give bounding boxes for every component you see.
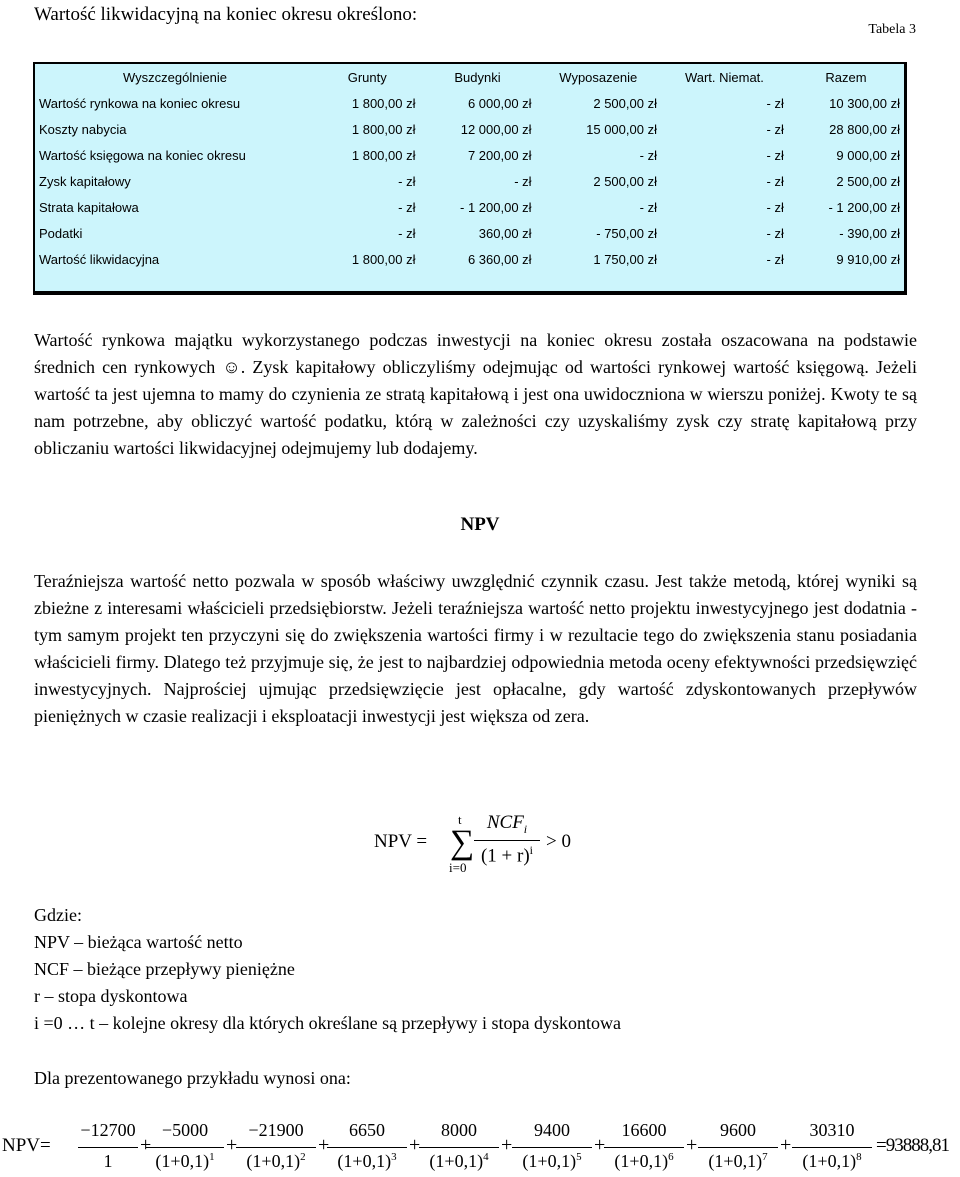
term-numerator: 9600: [720, 1120, 756, 1140]
term-denominator: $(1+0,1)^1$: [155, 1151, 215, 1171]
plus-sign: +: [501, 1134, 513, 1156]
table-cell: 2 500,00 zł: [593, 95, 657, 111]
table-cell: 2 500,00 zł: [836, 173, 900, 189]
sum-lower-limit: i=0: [449, 860, 467, 875]
row-label: Strata kapitałowa: [39, 199, 139, 215]
header-cell: Razem: [825, 69, 867, 85]
row-label: Zysk kapitałowy: [39, 173, 131, 189]
term-denominator: $(1+0,1)^2$: [246, 1151, 306, 1171]
table-cell: - zł: [398, 173, 416, 189]
sum-symbol: ∑: [450, 824, 475, 861]
plus-sign: +: [409, 1134, 421, 1156]
term-fraction-bar: [78, 1147, 138, 1148]
table-cell: - 390,00 zł: [839, 225, 900, 241]
table-cell: 10 300,00 zł: [829, 95, 900, 111]
header-cell: Grunty: [347, 69, 387, 85]
example-intro: Dla prezentowanego przykładu wynosi ona:: [34, 1068, 351, 1088]
legend-item: NPV – bieżąca wartość netto: [34, 932, 243, 952]
header-cell: Budynki: [454, 69, 501, 85]
plus-sign: +: [594, 1134, 606, 1156]
legend-item: r – stopa dyskontowa: [34, 986, 188, 1006]
term-numerator: 8000: [441, 1120, 477, 1140]
table-cell: - zł: [639, 147, 657, 163]
row-label: Koszty nabycia: [39, 121, 127, 137]
formula-lhs: NPV =: [374, 831, 428, 852]
table-cell: 1 800,00 zł: [351, 95, 416, 111]
term-numerator: −21900: [248, 1120, 304, 1140]
table-cell: - zł: [398, 225, 416, 241]
table-cell: 1 800,00 zł: [351, 147, 416, 163]
calc-result: =93888,81: [876, 1135, 949, 1156]
plus-sign: +: [318, 1134, 330, 1156]
table-cell: - 1 200,00 zł: [828, 199, 900, 215]
formula-rhs: > 0: [546, 831, 571, 852]
table-cell: - zł: [766, 251, 784, 267]
plus-sign: +: [226, 1134, 238, 1156]
table-cell: - zł: [398, 199, 416, 215]
term-fraction-bar: [698, 1147, 778, 1148]
table-cell: 6 360,00 zł: [467, 251, 532, 267]
term-numerator: 16600: [621, 1120, 667, 1140]
table-cell: - zł: [639, 199, 657, 215]
legend-item: NCF – bieżące przepływy pieniężne: [34, 959, 295, 979]
plus-sign: +: [780, 1134, 792, 1156]
formula-denominator: $(1 + r)^i$: [480, 843, 534, 867]
paragraph-liquidation: Wartość rynkowa majątku wykorzystanego podczas inwestycji na koniec okresu została oszacowana na podstawie średnich cen rynkowych ☺. Zysk kapitałowy obliczyliśmy odejmując od wartości rynkowej wartość księgową. Jeżeli wartość ta jest ujemna to mamy do czynienia ze stratą kapitałową i jest ona uwidoczniona w wierszu poniżej. Kwoty te są nam potrzebne, aby obliczyć wartość podatku, którą w zależności czy uzyskaliśmy zysk czy stratę kapitałową przy obliczaniu wartości likwidacyjnej odejmujemy lub dodajemy.: [34, 330, 917, 458]
paragraph-npv: Teraźniejsza wartość netto pozwala w sposób właściwy uwzględnić czynnik czasu. Jest także metodą, której wyniki są zbieżne z interesami właścicieli przedsiębiorstw. Jeżeli teraźniejsza wartość netto projektu inwestycyjnego jest dodatnia - tym samym projekt ten przyczyni się do zwiększenia wartości firmy i w rezultacie tego do zwiększenia stanu posiadania właścicieli firmy. Dlatego też przyjmuje się, że jest to najbardziej odpowiednia metoda oceny efektywności przedsięwzięć inwestycyjnych. Najprościej ujmując przedsięwzięcie jest opłacalne, gdy wartość zdyskontowanych przepływów pieniężnych w czasie realizacji i eksploatacji inwestycji jest większa od zera.: [34, 571, 917, 726]
term-fraction-bar: [792, 1147, 872, 1148]
table-cell: 1 800,00 zł: [351, 251, 416, 267]
table-cell: 28 800,00 zł: [829, 121, 900, 137]
term-numerator: −5000: [161, 1120, 209, 1140]
table-cell: - zł: [766, 199, 784, 215]
table-cell: - zł: [514, 173, 532, 189]
plus-sign: +: [140, 1134, 152, 1156]
table-cell: - zł: [766, 225, 784, 241]
row-label: Podatki: [39, 225, 83, 241]
table-cell: 6 000,00 zł: [467, 95, 532, 111]
table-cell: - zł: [766, 95, 784, 111]
table-cell: 1 750,00 zł: [593, 251, 657, 267]
term-numerator: 30310: [809, 1120, 855, 1140]
legend-title: Gdzie:: [34, 905, 82, 925]
term-fraction-bar: [236, 1147, 316, 1148]
table-cell: - zł: [766, 147, 784, 163]
calc-lhs: NPV=: [2, 1135, 51, 1156]
term-denominator: $(1+0,1)^3$: [337, 1151, 397, 1171]
term-denominator: $(1+0,1)^8$: [802, 1151, 862, 1171]
header-cell: Wyszczególnienie: [123, 69, 227, 85]
table-cell: 2 500,00 zł: [593, 173, 657, 189]
table-cell: 15 000,00 zł: [586, 121, 657, 137]
term-numerator: 6650: [349, 1120, 385, 1140]
row-label: Wartość rynkowa na koniec okresu: [39, 95, 241, 111]
term-fraction-bar: [327, 1147, 407, 1148]
header-cell: Wart. Niemat.: [684, 69, 764, 85]
term-numerator: 9400: [534, 1120, 570, 1140]
term-fraction-bar: [604, 1147, 684, 1148]
term-denominator: $(1+0,1)^7$: [708, 1151, 768, 1171]
term-fraction-bar: [146, 1147, 224, 1148]
row-label: Wartość likwidacyjna: [39, 251, 160, 267]
row-label: Wartość księgowa na koniec okresu: [39, 147, 246, 163]
table-cell: 7 200,00 zł: [467, 147, 532, 163]
term-denominator: $(1+0,1)^4$: [429, 1151, 489, 1171]
term-fraction-bar: [419, 1147, 499, 1148]
table-cell: - 1 200,00 zł: [460, 199, 532, 215]
header-cell: Wyposazenie: [559, 69, 638, 85]
table-cell: 9 000,00 zł: [836, 147, 900, 163]
term-denominator: $(1+0,1)^5$: [522, 1151, 582, 1171]
term-fraction-bar: [512, 1147, 592, 1148]
table-cell: - 750,00 zł: [596, 225, 657, 241]
npv-heading: NPV: [460, 514, 500, 535]
table-cell: - zł: [766, 173, 784, 189]
term-denominator: 1: [103, 1151, 113, 1171]
section-heading: Wartość likwidacyjną na koniec okresu określono:: [34, 4, 418, 25]
table-cell: 9 910,00 zł: [836, 251, 900, 267]
formula-numerator: $NCF_i$: [486, 812, 528, 836]
legend-item: i =0 … t – kolejne okresy dla których określane są przepływy i stopa dyskontowa: [34, 1013, 622, 1033]
sum-upper-limit: t: [458, 812, 462, 827]
table-cell: 1 800,00 zł: [351, 121, 416, 137]
plus-sign: +: [686, 1134, 698, 1156]
term-numerator: −12700: [80, 1120, 136, 1140]
table-label: Tabela 3: [868, 22, 916, 37]
table-cell: 360,00 zł: [478, 225, 532, 241]
table-cell: 12 000,00 zł: [460, 121, 532, 137]
table-cell: - zł: [766, 121, 784, 137]
term-denominator: $(1+0,1)^6$: [614, 1151, 674, 1171]
